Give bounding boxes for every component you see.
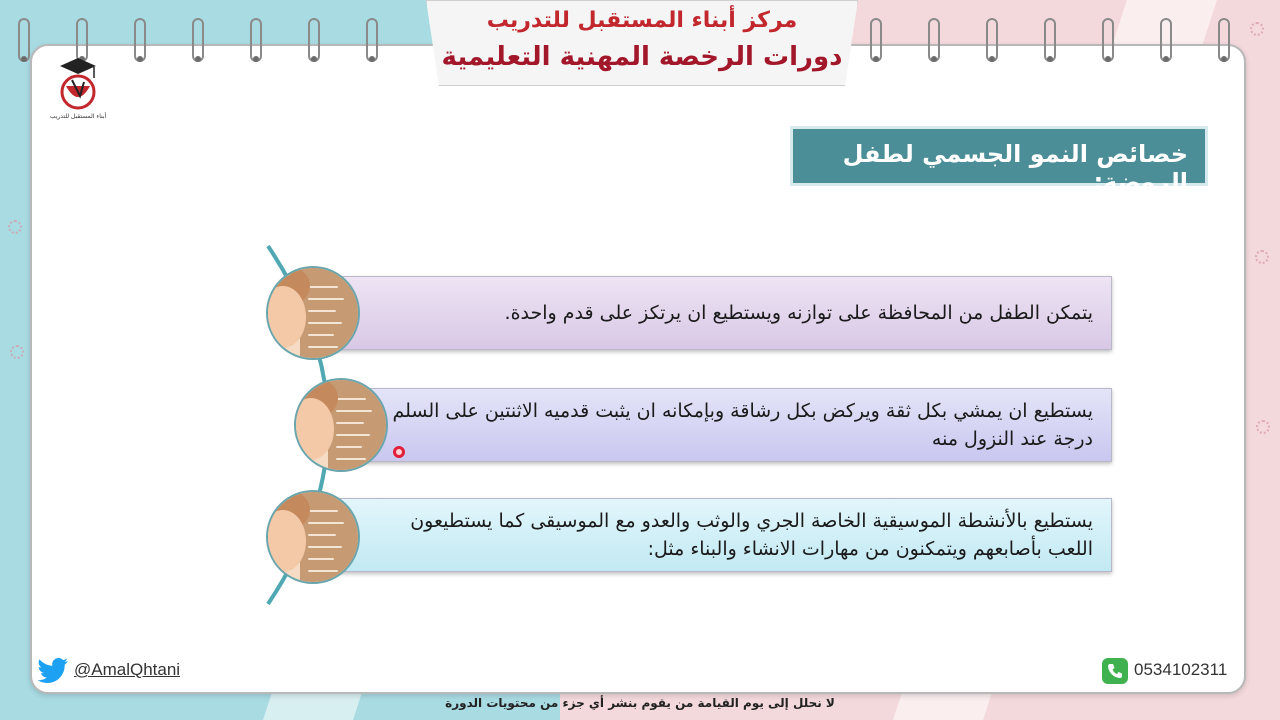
list-item: [320, 388, 1112, 462]
ring-icon: [366, 18, 378, 62]
header-center-name: مركز أبناء المستقبل للتدريب: [486, 8, 798, 33]
decor-flower: [1256, 420, 1270, 434]
laser-pointer-icon: [393, 446, 405, 458]
decor-flower: [1255, 250, 1269, 264]
child-photo-icon: [294, 378, 388, 472]
ring-icon: [192, 18, 204, 62]
ring-icon: [1102, 18, 1114, 62]
twitter-handle-link[interactable]: @AmalQhtani: [74, 660, 181, 679]
decor-flower: [1250, 22, 1264, 36]
decor-flower: [8, 220, 22, 234]
slide-title: خصائص النمو الجسمي لطفل الروضة:: [842, 140, 1188, 196]
ring-icon: [870, 18, 882, 62]
child-photo-icon: [266, 266, 360, 360]
ring-icon: [250, 18, 262, 62]
ring-icon: [986, 18, 998, 62]
header-course-name: دورات الرخصة المهنية التعليمية: [441, 42, 843, 72]
ring-icon: [1044, 18, 1056, 62]
child-photo-icon: [266, 490, 360, 584]
ring-icon: [1160, 18, 1172, 62]
logo-graduation-cap-icon: [48, 56, 108, 124]
phone-number: 0534102311: [1134, 660, 1228, 679]
copyright-note: لا نحلل إلى يوم القيامة من يقوم بنشر أي جزء من محتويات الدورة: [445, 696, 835, 710]
whatsapp-phone-icon: [1102, 658, 1128, 684]
list-item: [320, 276, 1112, 350]
list-item-text: يتمكن الطفل من المحافظة على توازنه ويستطيع ان يرتكز على قدم واحدة.: [504, 302, 1093, 324]
twitter-bird-icon: [38, 658, 68, 684]
decor-flower: [10, 345, 24, 359]
ring-icon: [928, 18, 940, 62]
ring-icon: [18, 18, 30, 62]
list-item-text: يستطيع بالأنشطة الموسيقية الخاصة الجري والوثب والعدو مع الموسيقى كما يستطيعون اللعب بأصابعهم ويتمكنون من مهارات الانشاء والبناء مثل:: [410, 510, 1093, 560]
list-item-text: يستطيع ان يمشي بكل ثقة ويركض بكل رشاقة وبإمكانه ان يثبت قدميه الاثنتين على السلم درجة عند النزول منه: [392, 400, 1093, 450]
ring-icon: [1218, 18, 1230, 62]
ring-icon: [308, 18, 320, 62]
logo-caption: أبناء المستقبل للتدريب: [49, 113, 107, 120]
list-item: [320, 498, 1112, 572]
ring-icon: [134, 18, 146, 62]
